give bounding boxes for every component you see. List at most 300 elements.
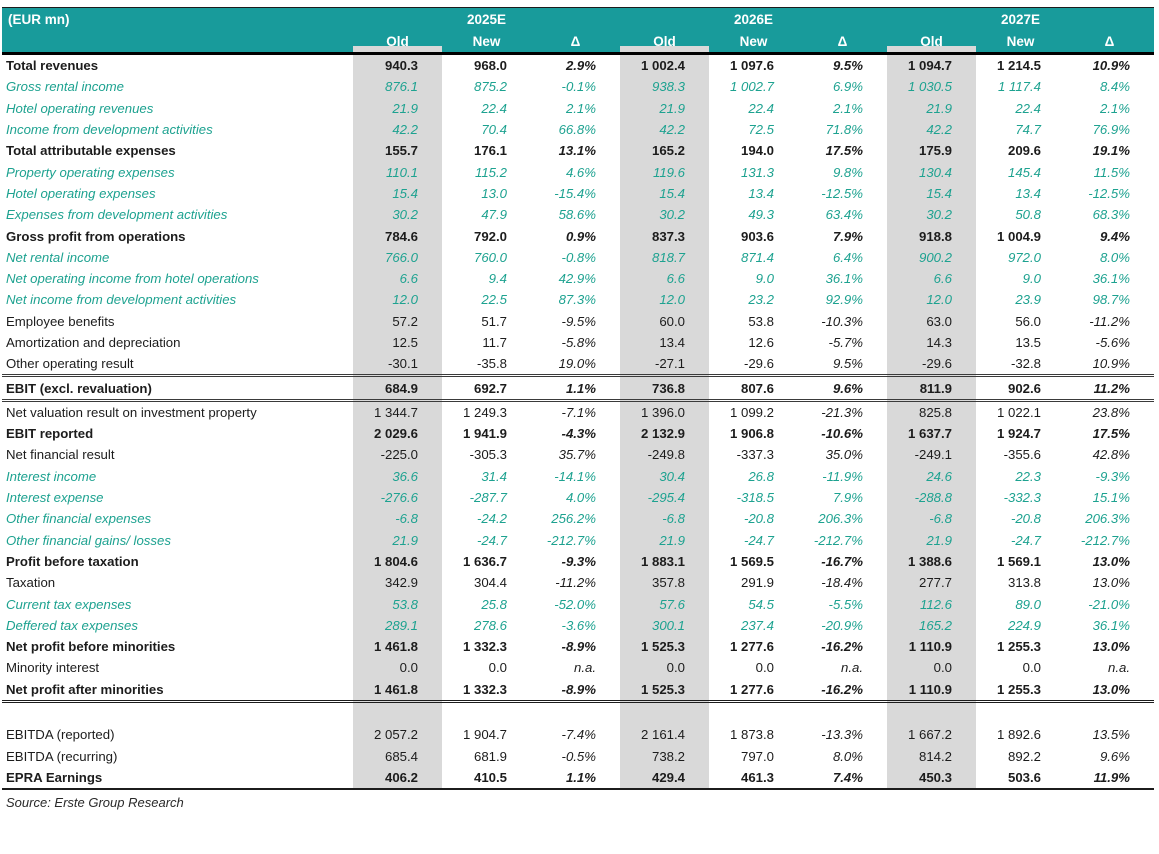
table-row bbox=[2, 76, 1154, 97]
cell-new: 1 022.1 bbox=[997, 404, 1041, 420]
cell-delta: 92.9% bbox=[825, 292, 863, 308]
row-label: Interest expense bbox=[6, 490, 104, 506]
table-row bbox=[2, 724, 1154, 745]
table-row bbox=[2, 140, 1154, 161]
cell-old bbox=[887, 701, 976, 724]
cell-delta: 2.1% bbox=[1099, 100, 1130, 116]
cell-old: -29.6 bbox=[887, 353, 976, 376]
cell-old: 277.7 bbox=[887, 572, 976, 593]
cell-old: 155.7 bbox=[353, 140, 442, 161]
table-row bbox=[2, 247, 1154, 268]
cell-new: 972.0 bbox=[1007, 249, 1041, 265]
cell-new: 56.0 bbox=[1015, 313, 1041, 329]
cell-old: 406.2 bbox=[353, 767, 442, 789]
cell-delta: -15.4% bbox=[554, 185, 596, 201]
table-row bbox=[2, 423, 1154, 444]
cell-delta: 1.1% bbox=[531, 376, 620, 400]
cell-delta: 7.9% bbox=[832, 490, 863, 506]
cell-new: -24.7 bbox=[1010, 532, 1041, 548]
table-row bbox=[2, 551, 1154, 572]
cell-old: 1 804.6 bbox=[353, 551, 442, 572]
cell-old: 42.2 bbox=[353, 119, 442, 140]
cell-delta: -5.7% bbox=[828, 335, 863, 350]
table-row bbox=[2, 98, 1154, 119]
cell-new: 1 004.9 bbox=[997, 228, 1041, 244]
cell-old: -225.0 bbox=[353, 444, 442, 465]
cell-delta: 9.5% bbox=[832, 356, 863, 372]
cell-new: 0.0 bbox=[755, 660, 774, 676]
row-label: Net operating income from hotel operations bbox=[6, 271, 259, 287]
cell-delta: 19.0% bbox=[558, 356, 596, 372]
cell-new: 0.0 bbox=[488, 660, 507, 676]
cell-old: 1 461.8 bbox=[353, 679, 442, 702]
cell-new: 9.4 bbox=[488, 271, 507, 287]
row-label: Current tax expenses bbox=[6, 596, 132, 612]
cell-old: 1 461.8 bbox=[353, 636, 442, 657]
cell-old: 21.9 bbox=[353, 98, 442, 119]
row-label: EBITDA (reported) bbox=[6, 727, 115, 743]
col-header-old: Old bbox=[620, 30, 709, 54]
cell-delta: -212.7% bbox=[813, 532, 863, 548]
cell-delta: -13.3% bbox=[821, 727, 863, 743]
cell-delta: -11.2% bbox=[555, 575, 596, 591]
cell-old: 1 525.3 bbox=[620, 636, 709, 657]
cell-delta: 13.1% bbox=[558, 143, 596, 159]
cell-old: 30.2 bbox=[620, 204, 709, 225]
cell-delta: -0.5% bbox=[561, 748, 596, 764]
cell-delta: 36.1% bbox=[825, 271, 863, 287]
cell-new: 115.2 bbox=[474, 164, 507, 180]
row-label: Net valuation result on investment property bbox=[6, 404, 257, 420]
cell-old: 12.5 bbox=[353, 332, 442, 353]
table-row bbox=[2, 54, 1154, 77]
cell-old: 53.8 bbox=[353, 593, 442, 614]
cell-old: 685.4 bbox=[353, 746, 442, 767]
cell-old: 42.2 bbox=[620, 119, 709, 140]
row-label: Total revenues bbox=[6, 58, 99, 74]
cell-new: 26.8 bbox=[748, 468, 774, 484]
cell-delta: 206.3% bbox=[1085, 511, 1130, 527]
cell-new: 25.8 bbox=[481, 596, 507, 612]
cell-delta: 36.1% bbox=[1092, 617, 1130, 633]
cell-old: 1 396.0 bbox=[620, 400, 709, 423]
cell-old: 940.3 bbox=[353, 54, 442, 77]
cell-new: -305.3 bbox=[469, 447, 507, 463]
row-label: Gross profit from operations bbox=[6, 228, 186, 244]
table-row bbox=[2, 353, 1154, 376]
col-header-delta: Δ bbox=[1065, 30, 1154, 54]
cell-new: 1 117.4 bbox=[997, 79, 1041, 95]
cell-old: 119.6 bbox=[620, 161, 709, 182]
cell-delta: 2.1% bbox=[832, 100, 863, 116]
cell-new: 1 924.7 bbox=[997, 426, 1041, 442]
cell-old: -249.1 bbox=[887, 444, 976, 465]
cell-new: 503.6 bbox=[976, 767, 1065, 789]
table-row bbox=[2, 225, 1154, 246]
cell-delta: 1.1% bbox=[531, 767, 620, 789]
cell-old: 21.9 bbox=[887, 530, 976, 551]
cell-new: 54.5 bbox=[748, 596, 774, 612]
cell-delta: 6.9% bbox=[832, 79, 863, 95]
cell-old: 15.4 bbox=[620, 183, 709, 204]
cell-new: 209.6 bbox=[1007, 143, 1041, 159]
cell-old: 900.2 bbox=[887, 247, 976, 268]
cell-delta: -7.1% bbox=[561, 404, 596, 420]
year-header-2026e: 2026E bbox=[620, 8, 887, 31]
cell-delta: 0.9% bbox=[565, 228, 596, 244]
cell-old: 818.7 bbox=[620, 247, 709, 268]
cell-new bbox=[442, 701, 531, 724]
cell-delta: 13.0% bbox=[1065, 679, 1154, 702]
cell-new: 1 277.6 bbox=[709, 679, 798, 702]
cell-delta: 35.7% bbox=[558, 447, 596, 463]
cell-delta: -12.5% bbox=[821, 185, 863, 201]
cell-delta: -0.8% bbox=[561, 249, 596, 265]
cell-delta: 11.5% bbox=[1093, 164, 1130, 180]
table-row bbox=[2, 767, 1154, 789]
cell-old: 0.0 bbox=[620, 657, 709, 678]
cell-old: -288.8 bbox=[887, 487, 976, 508]
cell-delta: -0.1% bbox=[561, 79, 596, 95]
cell-new: 12.6 bbox=[748, 335, 774, 350]
cell-delta: 4.6% bbox=[565, 164, 596, 180]
cell-new: 1 255.3 bbox=[976, 679, 1065, 702]
cell-delta: 63.4% bbox=[825, 207, 863, 223]
cell-delta: 87.3% bbox=[558, 292, 596, 308]
cell-delta bbox=[531, 701, 620, 724]
cell-new: 1 636.7 bbox=[463, 553, 507, 569]
cell-new: 1 892.6 bbox=[997, 727, 1041, 743]
cell-delta: 9.8% bbox=[832, 164, 863, 180]
cell-old: 766.0 bbox=[353, 247, 442, 268]
cell-delta: 256.2% bbox=[551, 511, 596, 527]
cell-delta: 68.3% bbox=[1092, 207, 1130, 223]
cell-old: 130.4 bbox=[887, 161, 976, 182]
cell-new: 902.6 bbox=[976, 376, 1065, 400]
cell-old bbox=[620, 701, 709, 724]
cell-old: 110.1 bbox=[353, 161, 442, 182]
cell-old: 15.4 bbox=[353, 183, 442, 204]
cell-new: 47.9 bbox=[481, 207, 507, 223]
cell-delta: -212.7% bbox=[546, 532, 596, 548]
cell-new: 22.4 bbox=[481, 100, 507, 116]
cell-new: -35.8 bbox=[476, 356, 507, 372]
cell-new: 53.8 bbox=[748, 313, 774, 329]
cell-delta: 11.2% bbox=[1065, 376, 1154, 400]
table-body bbox=[2, 54, 1154, 790]
cell-new: 89.0 bbox=[1015, 596, 1041, 612]
cell-new: 1 002.7 bbox=[730, 79, 774, 95]
cell-old: 30.2 bbox=[887, 204, 976, 225]
table-row bbox=[2, 119, 1154, 140]
row-label: Minority interest bbox=[6, 660, 100, 676]
cell-delta bbox=[1065, 701, 1154, 724]
cell-delta: -18.4% bbox=[821, 575, 863, 591]
cell-new: 1 099.2 bbox=[730, 404, 774, 420]
cell-old: 21.9 bbox=[353, 530, 442, 551]
year-header-row bbox=[2, 8, 1154, 31]
cell-delta: -5.5% bbox=[828, 596, 863, 612]
cell-old: -276.6 bbox=[353, 487, 442, 508]
cell-delta: 42.8% bbox=[1092, 447, 1130, 463]
cell-new: 131.3 bbox=[740, 164, 774, 180]
cell-old: 30.2 bbox=[353, 204, 442, 225]
cell-old: 30.4 bbox=[620, 466, 709, 487]
cell-delta: 76.9% bbox=[1092, 122, 1130, 138]
cell-new: -29.6 bbox=[743, 356, 774, 372]
row-label: Interest income bbox=[6, 468, 97, 484]
cell-delta: 15.1% bbox=[1092, 490, 1130, 506]
cell-delta: n.a. bbox=[1108, 660, 1130, 676]
cell-delta: 7.4% bbox=[798, 767, 887, 789]
cell-new: 291.9 bbox=[740, 575, 774, 591]
cell-new: 1 097.6 bbox=[730, 58, 774, 74]
unit-label: (EUR mn) bbox=[2, 8, 353, 31]
cell-new: -20.8 bbox=[743, 511, 774, 527]
cell-old: 14.3 bbox=[887, 332, 976, 353]
cell-old: 12.0 bbox=[620, 289, 709, 310]
cell-delta: 66.8% bbox=[558, 122, 596, 138]
cell-old: 1 637.7 bbox=[887, 423, 976, 444]
cell-old: 60.0 bbox=[620, 311, 709, 332]
cell-delta: -9.3% bbox=[1095, 468, 1130, 484]
cell-new: 903.6 bbox=[740, 228, 774, 244]
cell-delta: -3.6% bbox=[561, 617, 596, 633]
cell-new: 194.0 bbox=[740, 143, 774, 159]
sub-header-spacer bbox=[2, 30, 353, 54]
row-label: Employee benefits bbox=[6, 313, 115, 329]
row-label: Expenses from development activities bbox=[6, 207, 228, 223]
cell-old: 289.1 bbox=[353, 615, 442, 636]
cell-delta: 8.0% bbox=[832, 748, 863, 764]
cell-delta: 8.4% bbox=[1099, 79, 1130, 95]
cell-delta: n.a. bbox=[841, 660, 863, 676]
cell-old: 36.6 bbox=[353, 466, 442, 487]
cell-old: 300.1 bbox=[620, 615, 709, 636]
table-row bbox=[2, 615, 1154, 636]
row-label: EPRA Earnings bbox=[2, 767, 353, 789]
cell-delta: 98.7% bbox=[1092, 292, 1130, 308]
table-header bbox=[2, 8, 1154, 54]
cell-delta: 6.4% bbox=[832, 249, 863, 265]
cell-new: 692.7 bbox=[442, 376, 531, 400]
cell-old: 1 094.7 bbox=[887, 54, 976, 77]
cell-delta: 8.0% bbox=[1099, 249, 1130, 265]
cell-delta: 17.5% bbox=[1092, 426, 1130, 442]
forecast-table bbox=[2, 7, 1154, 790]
cell-new: -24.7 bbox=[743, 532, 774, 548]
col-header-new: New bbox=[709, 30, 798, 54]
cell-delta: -5.8% bbox=[561, 335, 596, 350]
cell-delta: 71.8% bbox=[825, 122, 863, 138]
cell-new: -332.3 bbox=[1003, 490, 1041, 506]
cell-old: 165.2 bbox=[620, 140, 709, 161]
cell-delta: 9.6% bbox=[1099, 748, 1130, 764]
cell-old: 1 883.1 bbox=[620, 551, 709, 572]
cell-old: 450.3 bbox=[887, 767, 976, 789]
cell-new: 1 214.5 bbox=[997, 58, 1041, 74]
row-label: EBITDA (recurring) bbox=[6, 748, 118, 764]
cell-delta: 9.6% bbox=[798, 376, 887, 400]
cell-new: 31.4 bbox=[481, 468, 507, 484]
cell-old: 876.1 bbox=[353, 76, 442, 97]
cell-new: 22.5 bbox=[481, 292, 507, 308]
cell-delta: -5.6% bbox=[1095, 335, 1130, 350]
row-label: Other financial gains/ losses bbox=[6, 532, 171, 548]
cell-new: 13.5 bbox=[1015, 335, 1041, 350]
cell-delta: -21.0% bbox=[1088, 596, 1130, 612]
cell-new: 797.0 bbox=[740, 748, 774, 764]
cell-delta: 36.1% bbox=[1092, 271, 1130, 287]
cell-new: 792.0 bbox=[473, 228, 507, 244]
col-header-old: Old bbox=[353, 30, 442, 54]
cell-old: 2 029.6 bbox=[353, 423, 442, 444]
cell-delta: 2.1% bbox=[565, 100, 596, 116]
cell-old: 811.9 bbox=[887, 376, 976, 400]
cell-old: 21.9 bbox=[620, 98, 709, 119]
table-row bbox=[2, 376, 1154, 400]
cell-new: 224.9 bbox=[1007, 617, 1041, 633]
cell-old: 342.9 bbox=[353, 572, 442, 593]
cell-new: -24.7 bbox=[476, 532, 507, 548]
cell-delta: 13.5% bbox=[1092, 727, 1130, 743]
cell-new: 892.2 bbox=[1007, 748, 1041, 764]
cell-old: 12.0 bbox=[353, 289, 442, 310]
cell-delta: -9.5% bbox=[561, 313, 596, 329]
table-row bbox=[2, 530, 1154, 551]
row-label: Gross rental income bbox=[6, 79, 124, 95]
cell-delta: 58.6% bbox=[558, 207, 596, 223]
cell-old: 736.8 bbox=[620, 376, 709, 400]
cell-old: 2 132.9 bbox=[620, 423, 709, 444]
cell-old: -6.8 bbox=[620, 508, 709, 529]
row-label: Hotel operating revenues bbox=[6, 100, 154, 116]
cell-new: 13.0 bbox=[481, 185, 507, 201]
cell-new: 1 255.3 bbox=[997, 639, 1041, 655]
source-note: Source: Erste Group Research bbox=[6, 795, 184, 811]
cell-old: 1 344.7 bbox=[353, 400, 442, 423]
cell-new: 1 332.3 bbox=[442, 679, 531, 702]
row-label: Net income from development activities bbox=[6, 292, 237, 308]
cell-delta: -20.9% bbox=[821, 617, 863, 633]
cell-old: 684.9 bbox=[353, 376, 442, 400]
cell-old: 13.4 bbox=[620, 332, 709, 353]
cell-new: 461.3 bbox=[709, 767, 798, 789]
cell-new: 9.0 bbox=[1022, 271, 1041, 287]
cell-delta: 9.5% bbox=[832, 58, 863, 74]
table-row bbox=[2, 311, 1154, 332]
cell-new: 50.8 bbox=[1015, 207, 1041, 223]
cell-delta: 2.9% bbox=[565, 58, 596, 74]
cell-new: 72.5 bbox=[748, 122, 774, 138]
row-label: Net profit after minorities bbox=[2, 679, 353, 702]
row-label bbox=[2, 701, 353, 724]
cell-delta: 7.9% bbox=[832, 228, 863, 244]
row-label: Net profit before minorities bbox=[6, 639, 176, 655]
cell-old: 1 002.4 bbox=[620, 54, 709, 77]
cell-old: 57.2 bbox=[353, 311, 442, 332]
cell-old: 938.3 bbox=[620, 76, 709, 97]
cell-delta: -8.9% bbox=[561, 639, 596, 655]
cell-old: 429.4 bbox=[620, 767, 709, 789]
year-header-2027e: 2027E bbox=[887, 8, 1154, 31]
table-row bbox=[2, 487, 1154, 508]
cell-old: 6.6 bbox=[887, 268, 976, 289]
cell-new: 13.4 bbox=[748, 185, 774, 201]
row-label: EBIT reported bbox=[6, 426, 94, 442]
cell-delta: -16.2% bbox=[798, 679, 887, 702]
row-label: Hotel operating expenses bbox=[6, 185, 156, 201]
table-row bbox=[2, 593, 1154, 614]
table-row bbox=[2, 466, 1154, 487]
cell-old: 2 161.4 bbox=[620, 724, 709, 745]
cell-old: -249.8 bbox=[620, 444, 709, 465]
cell-new: 968.0 bbox=[473, 58, 507, 74]
cell-delta: -11.9% bbox=[822, 468, 863, 484]
cell-old: 21.9 bbox=[620, 530, 709, 551]
cell-new: 1 569.1 bbox=[997, 553, 1041, 569]
cell-delta: 13.0% bbox=[1092, 639, 1130, 655]
cell-old: -6.8 bbox=[887, 508, 976, 529]
cell-new: 410.5 bbox=[442, 767, 531, 789]
cell-old: 825.8 bbox=[887, 400, 976, 423]
cell-new: -337.3 bbox=[736, 447, 774, 463]
table-row bbox=[2, 746, 1154, 767]
cell-old: 0.0 bbox=[887, 657, 976, 678]
cell-old: 57.6 bbox=[620, 593, 709, 614]
cell-new: 1 941.9 bbox=[463, 426, 507, 442]
cell-new: -318.5 bbox=[736, 490, 774, 506]
cell-delta: 17.5% bbox=[825, 143, 863, 159]
cell-new: 51.7 bbox=[481, 313, 507, 329]
cell-old: 24.6 bbox=[887, 466, 976, 487]
table-row bbox=[2, 332, 1154, 353]
cell-delta: -12.5% bbox=[1088, 185, 1130, 201]
cell-new: 1 569.5 bbox=[730, 553, 774, 569]
cell-delta: -11.2% bbox=[1089, 313, 1130, 329]
table-row bbox=[2, 679, 1154, 702]
cell-new: 0.0 bbox=[1022, 660, 1041, 676]
cell-old: 1 667.2 bbox=[887, 724, 976, 745]
table-row bbox=[2, 268, 1154, 289]
table-row bbox=[2, 636, 1154, 657]
cell-old: 0.0 bbox=[353, 657, 442, 678]
cell-old: 1 110.9 bbox=[887, 636, 976, 657]
cell-new: -355.6 bbox=[1003, 447, 1041, 463]
cell-new: 145.4 bbox=[1007, 164, 1041, 180]
cell-new: 70.4 bbox=[481, 122, 507, 138]
cell-new: 1 277.6 bbox=[730, 639, 774, 655]
row-label: Deffered tax expenses bbox=[6, 617, 138, 633]
cell-old: 1 110.9 bbox=[887, 679, 976, 702]
cell-delta: 206.3% bbox=[818, 511, 863, 527]
cell-delta: 4.0% bbox=[565, 490, 596, 506]
col-header-old: Old bbox=[887, 30, 976, 54]
row-label: Net financial result bbox=[6, 447, 115, 463]
cell-delta: -10.3% bbox=[821, 313, 863, 329]
cell-delta: -212.7% bbox=[1080, 532, 1130, 548]
cell-new: 9.0 bbox=[755, 271, 774, 287]
table-row bbox=[2, 183, 1154, 204]
cell-old: 784.6 bbox=[353, 225, 442, 246]
cell-new: 13.4 bbox=[1015, 185, 1041, 201]
cell-old: 21.9 bbox=[887, 98, 976, 119]
year-header-2025e: 2025E bbox=[353, 8, 620, 31]
cell-old: 1 388.6 bbox=[887, 551, 976, 572]
cell-old: 1 525.3 bbox=[620, 679, 709, 702]
row-label: Property operating expenses bbox=[6, 164, 175, 180]
cell-old: 112.6 bbox=[887, 593, 976, 614]
